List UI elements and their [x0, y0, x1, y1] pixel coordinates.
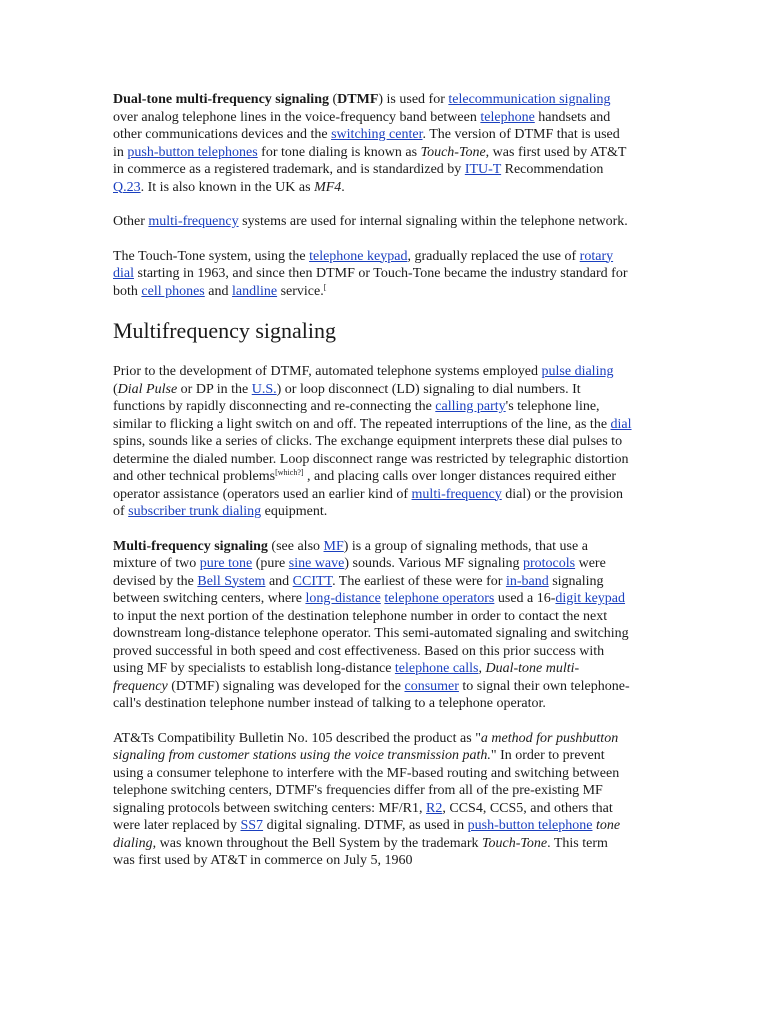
- paragraph-other-systems: Other multi-frequency systems are used for internal signaling within the telephone network.: [113, 214, 628, 229]
- link-ss7[interactable]: SS7: [240, 818, 264, 833]
- link-in-band[interactable]: in-band: [505, 573, 549, 589]
- link-pure-tone[interactable]: pure tone: [199, 556, 253, 571]
- link-ccitt[interactable]: CCITT: [292, 573, 333, 589]
- link-mf[interactable]: MF: [323, 538, 344, 554]
- link-landline[interactable]: landline: [231, 283, 278, 299]
- paragraph-multi-frequency: Multi-frequency signaling (see also MF) is a group of signaling methods, that use a mixture of two pure tone (pure sine wave) sounds. Various MF signaling protocols were devised by the Bell System and CCITT. The earliest of these were for in-band signaling between switching centers, where long-distance telephone operators used a 16-digit keypad to input the next portion of the destination telephone number in order to contact the next downstream long-distance telephone operator. This semi-automated signaling and switching proved successful in both speed and cost effectiveness. Based on this prior success with using MF by specialists to establish long-distance telephone calls, Dual-tone multi-frequency (DTMF) signaling was developed for the consumer to signal their own telephone-call's destination telephone number instead of talking to a telephone operator.: [113, 538, 630, 711]
- link-push-button-telephone[interactable]: push-button telephone: [467, 818, 593, 833]
- paragraph-compatibility-bulletin: AT&Ts Compatibility Bulletin No. 105 described the product as "a method for pushbutton signaling from customer stations using the voice transmission path." In order to prevent using a consumer telephone to interfere with the MF-based routing and switching between telephone switching centers, DTMF's frequencies differ from all of the pre-existing MF signaling protocols between switching centers: MF/R1, R2, CCS4, CCS5, and others that were later replaced by SS7 digital signaling. DTMF, as used in push-button telephone tone dialing, was known throughout the Bell System by the trademark Touch-Tone. This term was first used by AT&T in commerce on July 5, 1960: [113, 730, 621, 868]
- term-dtmf: Dual-tone multi-frequency signaling: [113, 92, 329, 107]
- link-r2[interactable]: R2: [426, 800, 443, 816]
- link-telephone[interactable]: telephone: [480, 109, 535, 125]
- link-long-distance[interactable]: long-distance: [305, 591, 381, 606]
- link-telecommunication-signaling[interactable]: telecommunication signaling: [448, 92, 611, 107]
- link-switching-center[interactable]: switching center: [331, 127, 423, 142]
- link-push-button-telephones[interactable]: push-button telephones: [127, 144, 258, 160]
- link-subscriber-trunk-dialing[interactable]: subscriber trunk dialing: [128, 504, 262, 519]
- link-itu-t[interactable]: ITU-T: [464, 162, 502, 177]
- link-multi-frequency-dial[interactable]: multi-frequency: [411, 486, 502, 502]
- link-sine-wave[interactable]: sine wave: [288, 556, 345, 571]
- paragraph-pulse-dialing: Prior to the development of DTMF, automated telephone systems employed pulse dialing (Dial Pulse or DP in the U.S.) or loop disconnect (LD) signaling to dial numbers. It functions by rapidly disconnecting and re-connecting the calling party's telephone line, similar to flicking a light switch on and off. The repeated interruptions of the line, as the dial spins, sounds like a series of clicks. The exchange equipment interprets these dial pulses to determine the dialed number. Loop disconnect range was restricted by telegraphic distortion and other technical problems[which?] , and placing calls over longer distances required either operator assistance (operators used an earlier kind of multi-frequency dial) or the provision of subscriber trunk dialing equipment.: [113, 364, 632, 519]
- citation-marker[interactable]: [: [323, 282, 327, 292]
- link-us[interactable]: U.S.: [251, 381, 277, 397]
- link-multi-frequency[interactable]: multi-frequency: [148, 214, 239, 229]
- link-rotary-dial[interactable]: rotary dial: [113, 248, 614, 281]
- citation-which[interactable]: [which?]: [275, 468, 304, 477]
- link-q23[interactable]: Q.23: [113, 179, 141, 195]
- link-telephone-keypad[interactable]: telephone keypad: [309, 248, 408, 264]
- paragraph-intro: Dual-tone multi-frequency signaling (DTMF) is used for telecommunication signaling over analog telephone lines in the voice-frequency band between telephone handsets and other communications devices and the switching center. The version of DTMF that is used in push-button telephones for tone dialing is known as Touch-Tone, was first used by AT&T in commerce as a registered trademark, and is standardized by ITU-T Recommendation Q.23. It is also known in the UK as MF4.: [113, 92, 627, 195]
- term-multi-frequency-signaling: Multi-frequency signaling: [113, 538, 268, 554]
- link-pulse-dialing[interactable]: pulse dialing: [541, 364, 614, 379]
- link-calling-party[interactable]: calling party: [435, 399, 506, 414]
- article-body: [113, 91, 633, 887]
- link-digit-keypad[interactable]: digit keypad: [555, 591, 626, 606]
- link-telephone-operators[interactable]: telephone operators: [384, 591, 495, 606]
- link-cell-phones[interactable]: cell phones: [141, 283, 205, 299]
- link-dial[interactable]: dial: [610, 416, 632, 432]
- link-consumer[interactable]: consumer: [404, 678, 459, 694]
- link-protocols[interactable]: protocols: [523, 556, 576, 571]
- section-heading: Multifrequency signaling: [113, 318, 337, 343]
- link-telephone-calls[interactable]: telephone calls: [394, 661, 479, 676]
- quote-bulletin: a method for pushbutton signaling from customer stations using the voice transmission path.: [113, 730, 619, 763]
- link-bell-system[interactable]: Bell System: [197, 573, 266, 589]
- paragraph-touch-tone: The Touch-Tone system, using the telephone keypad, gradually replaced the use of rotary dial starting in 1963, and since then DTMF or Touch-Tone became the industry standard for both cell phones and landline service.[: [113, 248, 628, 299]
